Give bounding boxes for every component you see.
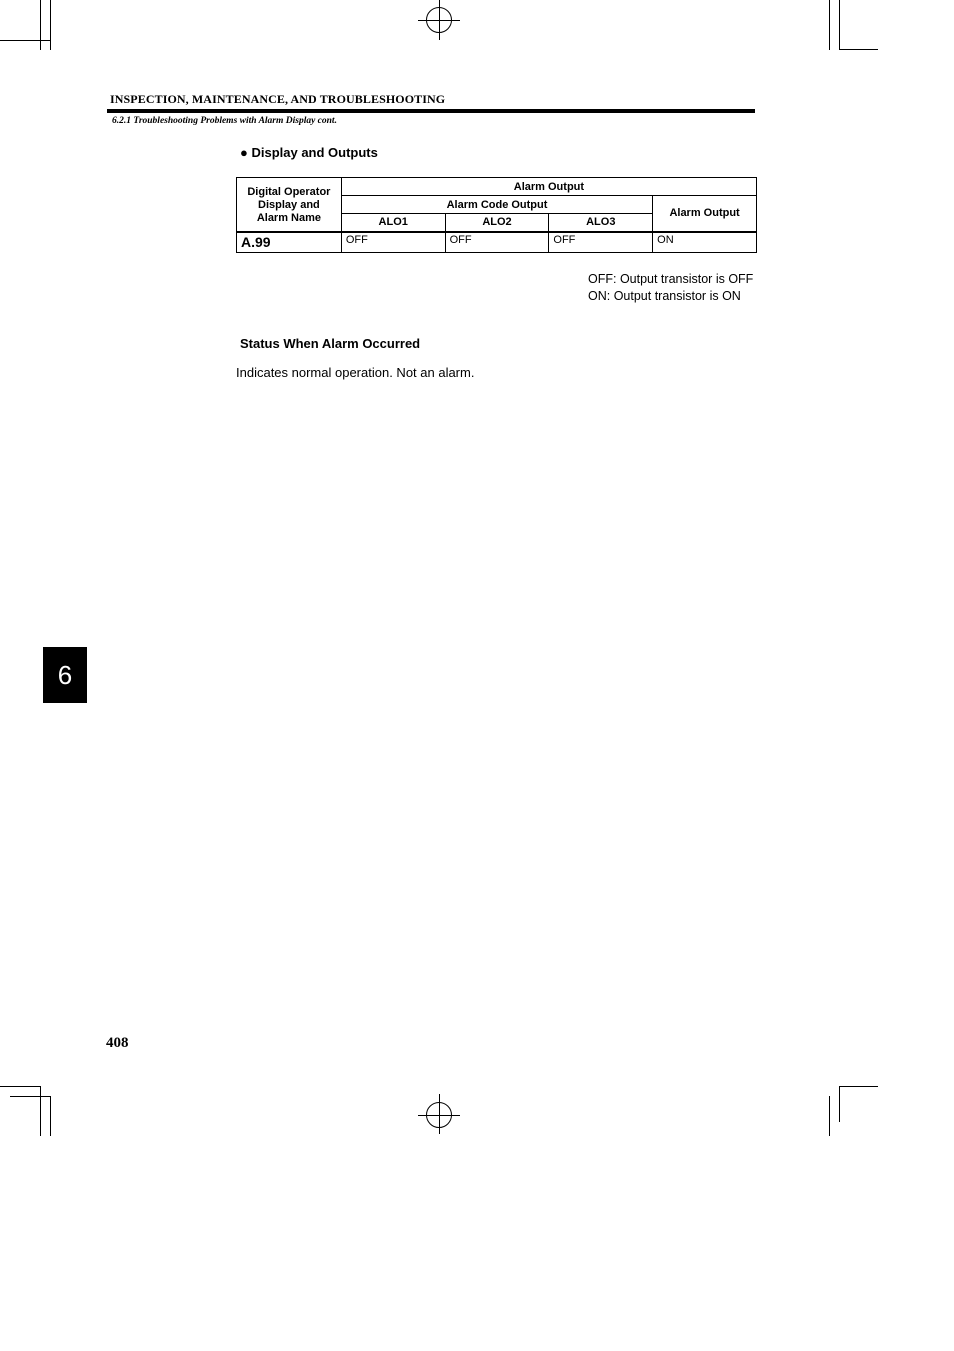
crop-mark — [839, 0, 840, 50]
crop-mark — [50, 0, 51, 50]
crop-mark — [839, 1086, 840, 1122]
crop-mark — [829, 1096, 830, 1136]
status-text: Indicates normal operation. Not an alarm. — [236, 365, 475, 380]
table-header-alarm-code-output: Alarm Code Output — [341, 196, 652, 214]
header-line: Digital Operator — [247, 185, 331, 198]
legend-off: OFF: Output transistor is OFF — [588, 272, 754, 286]
table-header-alo3: ALO3 — [549, 214, 653, 232]
header-line: Alarm Name — [256, 211, 322, 224]
crop-mark — [0, 1086, 40, 1087]
output-legend — [588, 271, 753, 305]
crop-mark — [10, 1096, 50, 1097]
alarm-code-cell: A.99 — [237, 232, 342, 253]
table-header-alo1: ALO1 — [341, 214, 445, 232]
header-line: Display and — [258, 198, 320, 211]
alo1-cell: OFF — [341, 232, 445, 253]
crop-mark — [0, 40, 50, 41]
crop-mark — [40, 0, 41, 50]
page-header-subtitle: 6.2.1 Troubleshooting Problems with Alarm Display cont. — [112, 116, 337, 126]
alarm-table — [236, 177, 757, 253]
table-header-alo2: ALO2 — [445, 214, 549, 232]
alo2-cell: OFF — [445, 232, 549, 253]
page-number: 408 — [106, 1035, 129, 1051]
crop-mark — [40, 1086, 41, 1136]
crop-mark — [839, 49, 878, 50]
section-heading: ● Display and Outputs — [240, 145, 378, 160]
alo3-cell: OFF — [549, 232, 653, 253]
registration-mark — [418, 1115, 460, 1116]
alarm-output-cell: ON — [653, 232, 757, 253]
table-header-alarm-output: Alarm Output — [341, 178, 756, 196]
table-row — [237, 232, 757, 253]
status-heading: Status When Alarm Occurred — [240, 336, 421, 351]
crop-mark — [839, 1086, 878, 1087]
registration-mark — [439, 1094, 440, 1134]
table-header-alarm-output-sub: Alarm Output — [653, 196, 757, 232]
table-header-name — [237, 178, 342, 232]
registration-mark — [418, 20, 460, 21]
crop-mark — [50, 1096, 51, 1136]
legend-on: ON: Output transistor is ON — [588, 289, 741, 303]
crop-mark — [829, 0, 830, 50]
chapter-tab: 6 — [43, 647, 87, 703]
header-rule — [107, 109, 755, 113]
page-header-title: INSPECTION, MAINTENANCE, AND TROUBLESHOOTING — [110, 92, 446, 106]
